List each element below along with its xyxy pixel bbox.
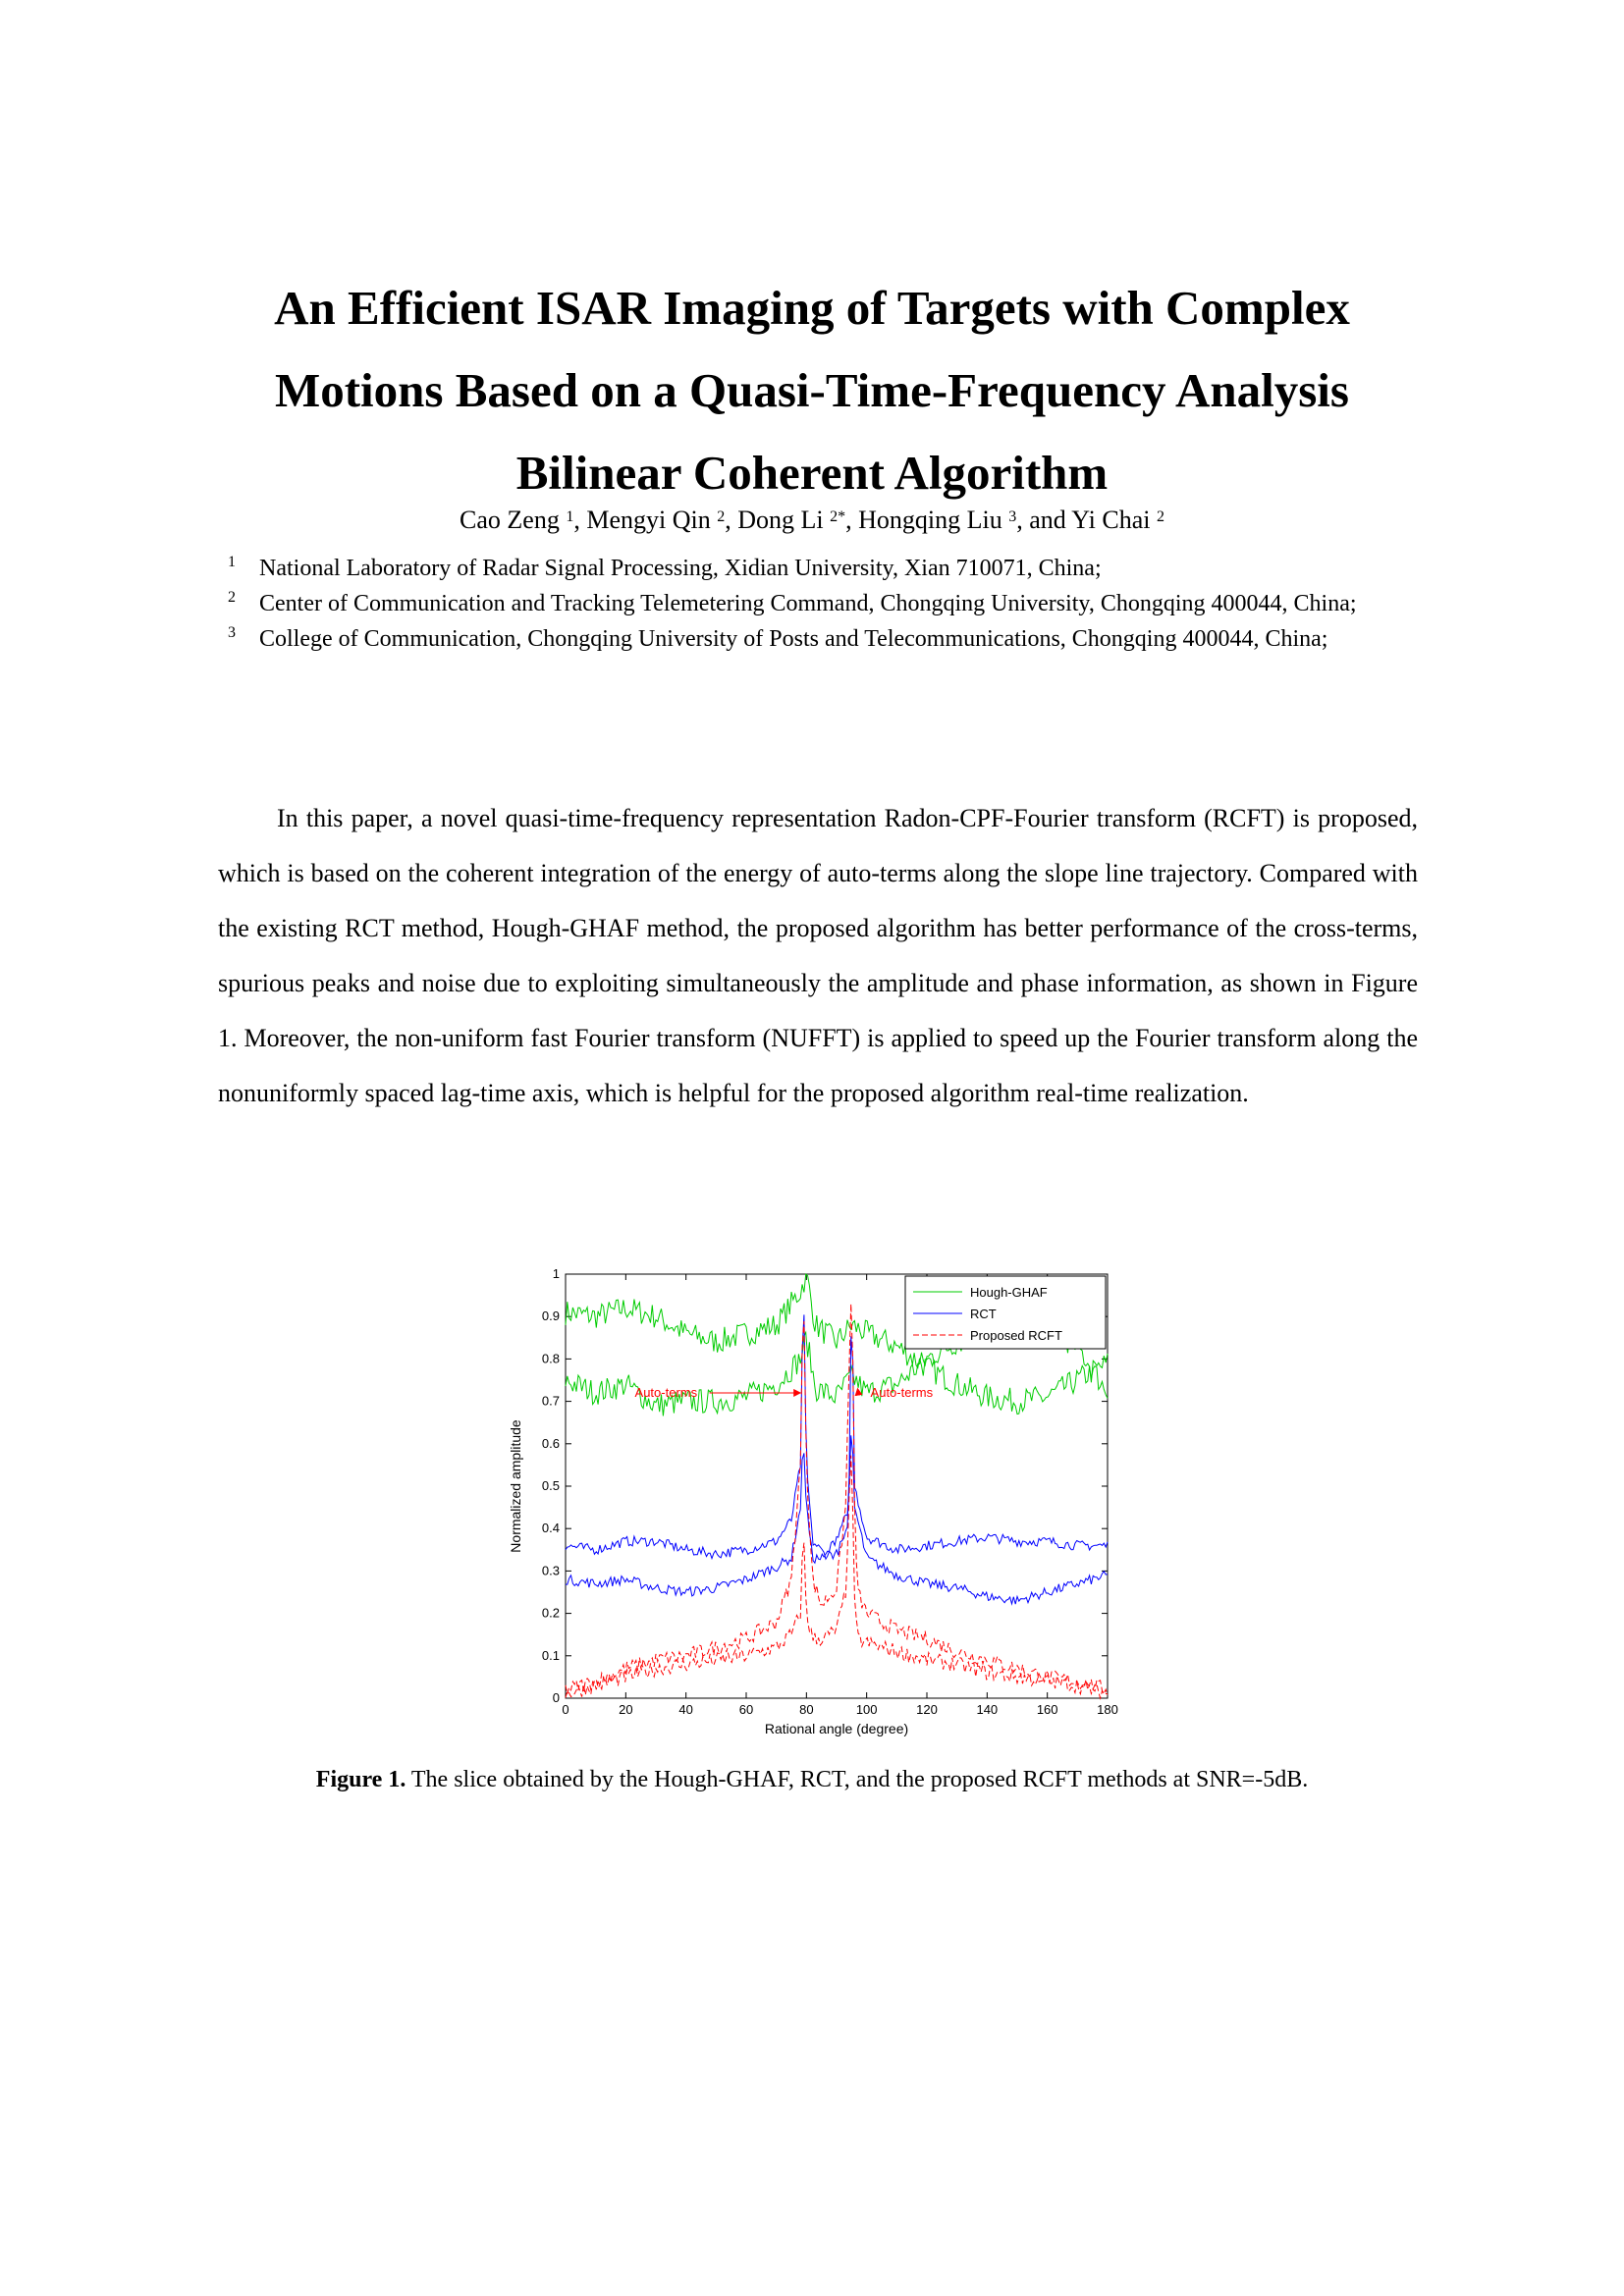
y-tick-label: 0.7 (541, 1393, 560, 1409)
y-tick-label: 0.1 (541, 1647, 560, 1663)
x-tick-label: 40 (678, 1702, 693, 1717)
figure-caption (177, 1763, 1447, 1796)
x-tick-label: 140 (976, 1702, 999, 1717)
affiliation-item (218, 622, 1426, 656)
affiliation-list (218, 552, 1426, 658)
legend (905, 1276, 1106, 1349)
title-line: An Efficient ISAR Imaging of Targets with Complex (274, 281, 1350, 335)
line-chart (501, 1262, 1129, 1739)
y-tick-label: 1 (552, 1266, 560, 1281)
author-affiliation-mark: 2 (717, 508, 726, 525)
x-tick-label: 60 (738, 1702, 754, 1717)
abstract (218, 791, 1418, 1121)
y-tick-label: 0.5 (541, 1478, 560, 1493)
x-tick-label: 120 (916, 1702, 938, 1717)
affiliation-text: College of Communication, Chongqing University of Posts and Telecommunications, Chongqing 400044, China; (259, 626, 1328, 652)
x-tick-label: 0 (562, 1702, 569, 1717)
annotation-label: Auto-terms (870, 1384, 934, 1400)
abstract-paragraph: In this paper, a novel quasi-time-frequency representation Radon-CPF-Fourier transform (RCFT) is proposed, which is based on the coherent integration of the energy of auto-terms along the slope line trajectory. Compared with the existing RCT method, Hough-GHAF method, the proposed algorithm has better performance of the cross-terms, spurious peaks and noise due to exploiting simultaneously the amplitude and phase information, as shown in Figure 1. Moreover, the non-uniform fast Fourier transform (NUFFT) is applied to speed up the Fourier transform along the nonuniformly spaced lag-time axis, which is helpful for the proposed algorithm real-time realization. (218, 804, 1418, 1107)
title-line: Bilinear Coherent Algorithm (515, 446, 1109, 500)
x-tick-label: 160 (1036, 1702, 1058, 1717)
affiliation-text: Center of Communication and Tracking Telemetering Command, Chongqing University, Chongqing 400044, China; (259, 591, 1357, 616)
author-separator: , and (1016, 506, 1072, 534)
y-axis-label: Normalized amplitude (508, 1419, 523, 1553)
y-tick-label: 0.4 (541, 1521, 560, 1536)
x-tick-label: 100 (855, 1702, 878, 1717)
affiliation-number: 1 (228, 554, 236, 570)
author-affiliation-mark: 2 (1156, 508, 1164, 525)
y-tick-label: 0.6 (541, 1435, 560, 1451)
affiliation-number: 3 (228, 624, 236, 641)
author-name: Yi Chai (1071, 506, 1151, 534)
y-tick-label: 0.9 (541, 1308, 560, 1324)
affiliation-item (218, 552, 1426, 585)
affiliation-text: National Laboratory of Radar Signal Processing, Xidian University, Xian 710071, China; (259, 556, 1102, 581)
annotation-label: Auto-terms (634, 1384, 698, 1400)
author-separator: , (725, 506, 738, 534)
author-affiliation-mark: 1 (566, 508, 574, 525)
title-line: Motions Based on a Quasi-Time-Frequency Analysis (274, 363, 1349, 417)
author-name: Hongqing Liu (858, 506, 1002, 534)
caption-text: The slice obtained by the Hough-GHAF, RCT, and the proposed RCFT methods at SNR=-5dB. (406, 1767, 1309, 1792)
author-affiliation-mark: 3 (1008, 508, 1017, 525)
figure-1 (501, 1262, 1129, 1739)
x-tick-label: 20 (619, 1702, 633, 1717)
author-separator: , (573, 506, 587, 534)
author-list (177, 501, 1447, 540)
x-tick-label: 80 (799, 1702, 814, 1717)
x-tick-label: 180 (1097, 1702, 1118, 1717)
y-tick-label: 0.2 (541, 1605, 560, 1621)
author-name: Dong Li (737, 506, 824, 534)
legend-entry: Proposed RCFT (970, 1328, 1062, 1343)
x-axis-label: Rational angle (degree) (764, 1721, 909, 1736)
y-tick-label: 0.8 (541, 1351, 560, 1366)
y-tick-label: 0 (552, 1690, 560, 1705)
paper-title (177, 267, 1447, 514)
author-affiliation-mark: 2* (830, 508, 846, 525)
legend-entry: RCT (970, 1307, 997, 1321)
author-separator: , (845, 506, 859, 534)
affiliation-item (218, 587, 1426, 620)
legend-entry: Hough-GHAF (970, 1285, 1048, 1300)
annotation-arrow (857, 1389, 858, 1393)
author-name: Cao Zeng (460, 506, 560, 534)
author-name: Mengyi Qin (586, 506, 711, 534)
y-tick-label: 0.3 (541, 1563, 560, 1578)
caption-label: Figure 1. (315, 1767, 406, 1792)
affiliation-number: 2 (228, 589, 236, 606)
